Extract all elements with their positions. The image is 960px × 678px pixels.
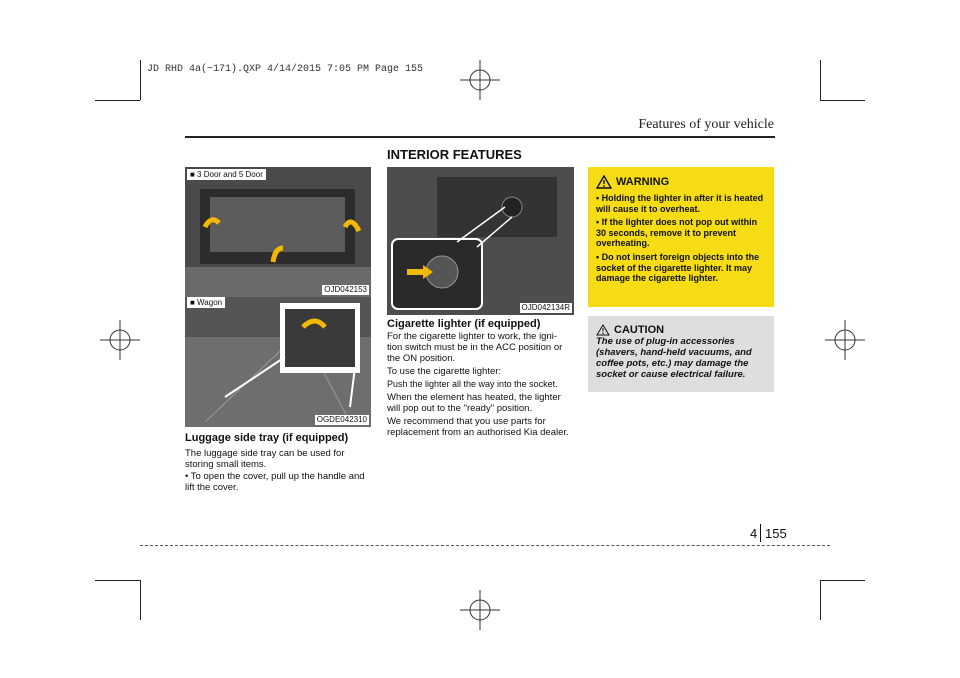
warning-triangle-icon bbox=[596, 175, 612, 189]
crop-mark bbox=[820, 100, 865, 101]
warning-item: • Holding the lighter in after it is heated will cause it to overheat. bbox=[596, 193, 764, 214]
warning-item: • Do not insert foreign objects into the socket of the cigarette lighter. It may damage the cigarette lighter. bbox=[596, 252, 760, 283]
lighter-p1: For the cigarette lighter to work, the igni- tion switch must be in the ACC position or the ON position. bbox=[387, 331, 563, 364]
luggage-wagon-illustration bbox=[185, 297, 371, 427]
lighter-p4: When the element has heated, the lighter will pop out to the "ready" position. bbox=[387, 392, 561, 414]
caution-title: CAUTION bbox=[614, 324, 665, 336]
registration-mark-icon bbox=[460, 60, 500, 100]
crop-mark bbox=[820, 580, 821, 620]
registration-mark-icon bbox=[825, 320, 865, 360]
lighter-p3: Push the lighter all the way into the socket. bbox=[387, 379, 558, 389]
luggage-tray-photo bbox=[185, 167, 371, 297]
figure-variant-label: ■ Wagon bbox=[187, 297, 225, 308]
crop-mark bbox=[140, 60, 141, 100]
chapter-number: 4 bbox=[750, 526, 758, 541]
warning-item: • If the lighter does not pop out within 30 seconds, remove it to prevent overheating. bbox=[596, 217, 758, 248]
lighter-illustration bbox=[387, 167, 574, 315]
footer-dashed-rule bbox=[140, 545, 830, 546]
luggage-tray-illustration bbox=[185, 167, 371, 297]
figure-code: OGDE042310 bbox=[316, 415, 367, 424]
figure-code: OJD042153 bbox=[324, 285, 367, 294]
registration-mark-icon bbox=[460, 590, 500, 630]
registration-mark-icon bbox=[100, 320, 140, 360]
section-title: INTERIOR FEATURES bbox=[387, 147, 522, 162]
lighter-p5: We recommend that you use parts for replacement from an authorised Kia dealer. bbox=[387, 416, 569, 438]
lighter-heading: Cigarette lighter (if equipped) bbox=[387, 318, 541, 330]
slug-line: JD RHD 4a(~171).QXP 4/14/2015 7:05 PM Page 155 bbox=[147, 64, 424, 75]
page-number: 155 bbox=[765, 526, 787, 541]
luggage-intro: The luggage side tray can be used for storing small items. bbox=[185, 448, 345, 470]
page-number-divider bbox=[760, 524, 761, 542]
lighter-photo bbox=[387, 167, 574, 315]
caution-triangle-icon bbox=[596, 324, 610, 336]
luggage-wagon-photo bbox=[185, 297, 371, 427]
crop-mark bbox=[140, 580, 141, 620]
warning-title: WARNING bbox=[616, 176, 670, 188]
luggage-heading: Luggage side tray (if equipped) bbox=[185, 432, 349, 444]
caution-box bbox=[588, 316, 774, 392]
crop-mark bbox=[95, 580, 140, 581]
lighter-p2: To use the cigarette lighter: bbox=[387, 366, 502, 377]
caution-text: The use of plug-in accessories (shavers, hand-held vacuums, and coffee pots, etc.) may damage the socket or cause electrical failure. bbox=[596, 336, 752, 380]
crop-mark bbox=[95, 100, 140, 101]
luggage-bullet: • To open the cover, pull up the handle and lift the cover. bbox=[185, 471, 365, 493]
crop-mark bbox=[820, 580, 865, 581]
header-title: Features of your vehicle bbox=[638, 117, 774, 132]
header-rule bbox=[185, 136, 775, 138]
figure-code: OJD042134R bbox=[521, 303, 570, 312]
crop-mark bbox=[820, 60, 821, 100]
figure-variant-label: ■ 3 Door and 5 Door bbox=[187, 169, 266, 180]
warning-box bbox=[588, 167, 774, 307]
